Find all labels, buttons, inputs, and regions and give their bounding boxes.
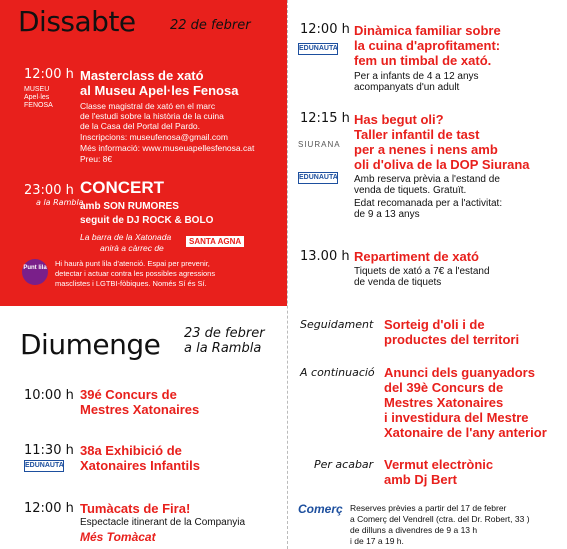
sunday-date-2: a la Rambla — [184, 341, 262, 356]
tumacats-title: Tumàcats de Fira! — [80, 501, 191, 516]
sunday-title: Diumenge — [20, 328, 161, 361]
oli-desc-3: Edat recomanada per a l'activitat: — [354, 198, 503, 209]
dinamica-title-2: la cuina d'aprofitament: — [354, 38, 501, 53]
concert-line-1: amb SON RUMORES — [80, 201, 179, 212]
masterclass-desc-2: de l'estudi sobre la història de la cuina — [80, 111, 224, 121]
seguidament-label: Seguidament — [300, 318, 374, 331]
right-column — [287, 0, 567, 549]
museum-logo-text: MUSEU Apel·les FENOSA — [24, 86, 53, 109]
acabar-label: Per acabar — [314, 458, 374, 471]
masterclass-title-2: al Museu Apel·les Fenosa — [80, 83, 239, 98]
punt-lila-line-3: masclistes i LGTBI-fòbiques. Només Sí és Sí. — [55, 279, 207, 288]
masterclass-title-1: Masterclass de xató — [80, 68, 204, 83]
reserves-line-2: a Comerç del Vendrell (ctra. del Dr. Robert, 33 ) — [350, 514, 530, 524]
masterclass-info: Més informació: www.museuapellesfenosa.cat — [80, 143, 255, 153]
masterclass-desc-3: de la Casa del Portal del Pardo. — [80, 121, 201, 131]
bar-line-1: La barra de la Xatonada — [80, 232, 172, 242]
punt-lila-line-2: detectar i actuar contra les possibles agressions — [55, 269, 216, 278]
sunday-panel — [0, 306, 287, 549]
anunci-title-1: Anunci dels guanyadors — [384, 365, 535, 380]
exhibicio-time: 11:30 h — [24, 443, 74, 458]
punt-lila-badge: Punt lila — [22, 259, 48, 285]
vermut-title-1: Vermut electrònic — [384, 457, 494, 472]
tumacats-time: 12:00 h — [24, 501, 74, 516]
concurs-time: 10:00 h — [24, 388, 74, 403]
oli-title-2: Taller infantil de tast — [354, 127, 480, 142]
bar-line-2: anirà a càrrec de — [100, 243, 164, 253]
concurs-title-2: Mestres Xatonaires — [80, 402, 200, 417]
repartiment-time: 13.00 h — [300, 249, 350, 264]
dinamica-time: 12:00 h — [300, 22, 350, 37]
oli-title-4: oli d'oliva de la DOP Siurana — [354, 157, 530, 172]
concert-place: a la Rambla — [36, 198, 84, 207]
siurana-logo: SIURANA — [298, 140, 341, 149]
masterclass-desc-1: Classe magistral de xató en el marc — [80, 101, 216, 111]
repartiment-title: Repartiment de xató — [354, 249, 479, 264]
concurs-title-1: 39é Concurs de — [80, 387, 177, 402]
masterclass-price: Preu: 8€ — [80, 154, 113, 164]
dinamica-desc-1: Per a infants de 4 a 12 anys — [354, 71, 479, 82]
continuacio-label: A continuació — [300, 366, 375, 379]
reserves-line-4: i de 17 a 19 h. — [350, 536, 404, 546]
concert-line-2: seguit de DJ ROCK & BOLO — [80, 215, 214, 226]
tumacats-company: Més Tomàcat — [80, 530, 156, 544]
anunci-title-5: Xatonaire de l'any anterior — [384, 425, 547, 440]
dinamica-title-3: fem un timbal de xató. — [354, 53, 492, 68]
oli-title-1: Has begut oli? — [354, 112, 444, 127]
museum-logo — [24, 86, 76, 110]
punt-lila-line-1: Hi haurà punt lila d'atenció. Espai per prevenir, — [55, 259, 210, 268]
santa-agna-logo: SANTA AGNA — [186, 236, 244, 247]
sorteig-title-1: Sorteig d'oli i de — [384, 317, 485, 332]
anunci-title-3: Mestres Xatonaires — [384, 395, 504, 410]
anunci-title-4: i investidura del Mestre — [384, 410, 529, 425]
exhibicio-title-1: 38a Exhibició de — [80, 443, 182, 458]
dinamica-title-1: Dinàmica familiar sobre — [354, 23, 501, 38]
oli-desc-4: de 9 a 13 anys — [354, 209, 420, 220]
tumacats-desc: Espectacle itinerant de la Companyia — [80, 517, 246, 528]
sunday-date-1: 23 de febrer — [184, 326, 265, 341]
repartiment-desc-2: de venda de tiquets — [354, 277, 442, 288]
reserves-line-1: Reserves prèvies a partir del 17 de febrer — [350, 503, 507, 513]
edunauta-badge: EDUNAUTA — [298, 172, 338, 184]
oli-time: 12:15 h — [300, 111, 350, 126]
dinamica-desc-2: acompanyats d'un adult — [354, 82, 460, 93]
saturday-title: Dissabte — [18, 5, 136, 38]
exhibicio-title-2: Xatonaires Infantils — [80, 458, 200, 473]
edunauta-badge: EDUNAUTA — [24, 460, 64, 472]
masterclass-time: 12:00 h — [24, 67, 74, 82]
concert-time: 23:00 h — [24, 183, 74, 198]
comerc-logo: Comerç — [298, 502, 343, 516]
saturday-panel — [0, 0, 287, 306]
oli-desc-2: venda de tiquets. Gratuït. — [354, 185, 467, 196]
oli-title-3: per a nenes i nens amb — [354, 142, 498, 157]
saturday-date: 22 de febrer — [170, 18, 251, 33]
vermut-title-2: amb Dj Bert — [384, 472, 457, 487]
oli-desc-1: Amb reserva prèvia a l'estand de — [354, 174, 500, 185]
repartiment-desc-1: Tiquets de xató a 7€ a l'estand — [354, 266, 490, 277]
reserves-line-3: de dilluns a divendres de 9 a 13 h — [350, 525, 478, 535]
sorteig-title-2: productes del territori — [384, 332, 520, 347]
edunauta-badge: EDUNAUTA — [298, 43, 338, 55]
concert-title: CONCERT — [80, 178, 165, 197]
masterclass-inscriptions: Inscripcions: museufenosa@gmail.com — [80, 132, 228, 142]
anunci-title-2: del 39è Concurs de — [384, 380, 504, 395]
